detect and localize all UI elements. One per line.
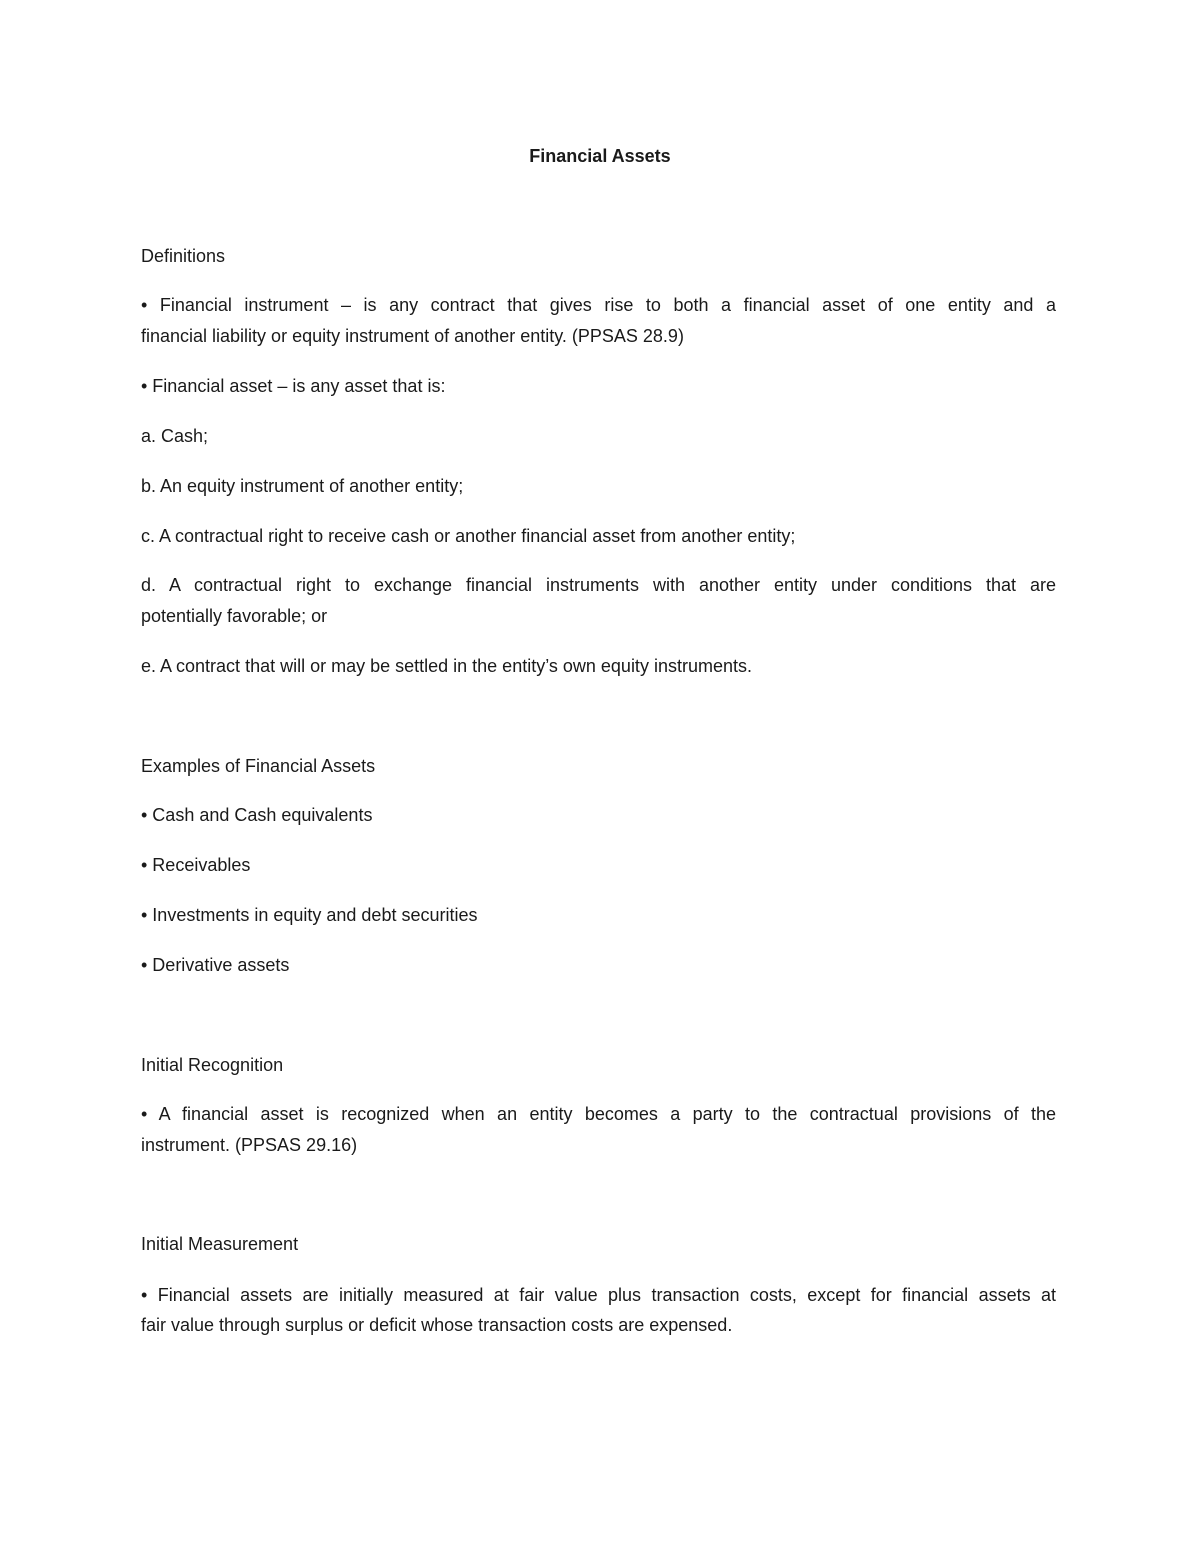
definition-item-b: b. An equity instrument of another entity;: [141, 476, 464, 496]
example-item: • Cash and Cash equivalents: [141, 805, 373, 825]
example-item: • Investments in equity and debt securities: [141, 905, 478, 925]
example-item: • Derivative assets: [141, 955, 290, 975]
definition-item-d-line2: potentially favorable; or: [141, 606, 328, 626]
initial-measurement-heading: Initial Measurement: [141, 1234, 299, 1254]
initial-recognition-line2: instrument. (PPSAS 29.16): [141, 1135, 358, 1155]
definitions-heading: Definitions: [141, 246, 226, 266]
definition-item-a: a. Cash;: [141, 426, 209, 446]
definition-item-e: e. A contract that will or may be settled in the entity’s own equity instruments.: [141, 656, 752, 676]
initial-recognition-line1: • A financial asset is recognized when an entity becomes a party to the contractual provisions of the: [141, 1104, 1056, 1124]
definition-item-d-line1: d. A contractual right to exchange financial instruments with another entity under conditions that are: [141, 575, 1056, 595]
examples-heading: Examples of Financial Assets: [141, 756, 376, 776]
financial-asset-definition-intro: • Financial asset – is any asset that is:: [141, 376, 446, 396]
financial-instrument-definition-line1: • Financial instrument – is any contract that gives rise to both a financial asset of one entity and a: [141, 295, 1056, 315]
initial-measurement-line2: fair value through surplus or deficit whose transaction costs are expensed.: [141, 1315, 733, 1335]
page-title: Financial Assets: [529, 146, 671, 166]
initial-recognition-heading: Initial Recognition: [141, 1055, 284, 1075]
initial-measurement-line1: • Financial assets are initially measured at fair value plus transaction costs, except for financial assets at: [141, 1285, 1056, 1305]
example-item: • Receivables: [141, 855, 251, 875]
definition-item-c: c. A contractual right to receive cash or another financial asset from another entity;: [141, 526, 796, 546]
financial-instrument-definition-line2: financial liability or equity instrument of another entity. (PPSAS 28.9): [141, 326, 684, 346]
